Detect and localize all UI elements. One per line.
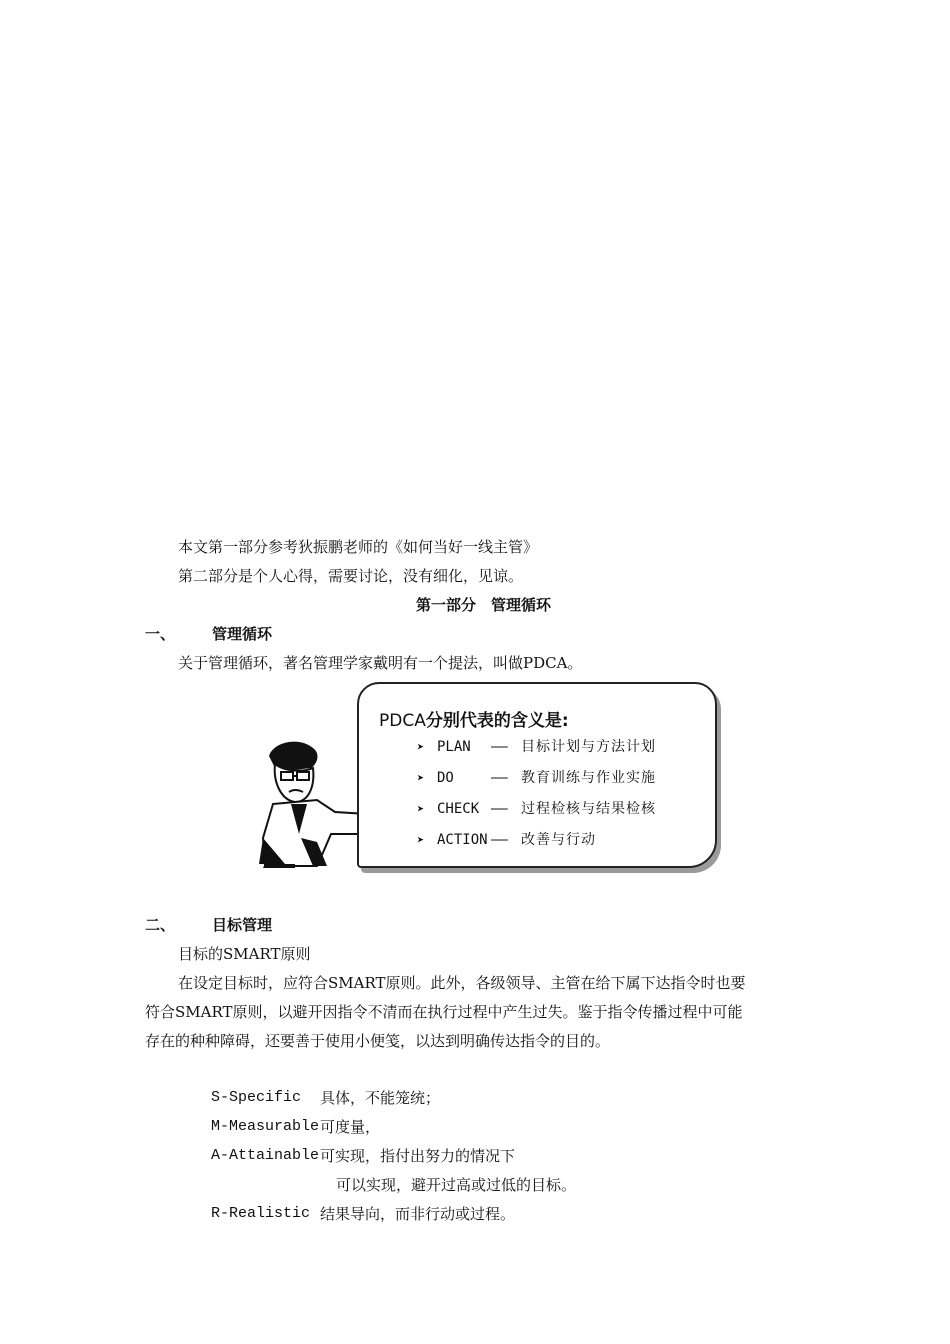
arrow-icon: ➤	[417, 740, 425, 754]
pdca-title	[379, 706, 569, 731]
section2-number: 二、	[145, 916, 176, 934]
smart-def-s: 具体，不能笼统；	[320, 1089, 441, 1107]
pdca-item-plan	[417, 736, 656, 756]
smart-def-r: 结果导向，而非行动或过程。	[320, 1205, 516, 1223]
pdca-meaning: 改善与行动	[521, 832, 596, 848]
smart-term-r: R-Realistic	[211, 1205, 311, 1222]
section2-para-line-2: 符合SMART原则，以避开因指令不清而在执行过程中产生过失。鉴于指令传播过程中可能	[145, 1003, 743, 1021]
section1-body: 关于管理循环，著名管理学家戴明有一个提法，叫做PDCA。	[178, 654, 583, 672]
arrow-icon: ➤	[417, 802, 425, 816]
pdca-meaning: 过程检核与结果检核	[521, 801, 656, 817]
pdca-dash: ——	[491, 739, 508, 755]
pdca-figure	[255, 682, 725, 874]
smart-def-m: 可度量，	[320, 1118, 381, 1136]
smart-term-s: S-Specific	[211, 1089, 302, 1106]
pdca-meaning: 教育训练与作业实施	[521, 770, 656, 786]
section1-heading: 管理循环	[212, 625, 273, 643]
smart-term-m: M-Measurable	[211, 1118, 320, 1135]
pdca-speech-bubble	[357, 682, 717, 868]
pdca-item-check	[417, 798, 656, 818]
pdca-title-rest: 分别代表的含义是:	[425, 711, 569, 731]
smart-term-a: A-Attainable	[211, 1147, 320, 1164]
section1-number: 一、	[145, 625, 176, 643]
section2-subheading: 目标的SMART原则	[178, 945, 311, 963]
smart-def-a-continued: 可以实现，避开过高或过低的目标。	[336, 1176, 577, 1194]
arrow-icon: ➤	[417, 771, 425, 785]
section2-para-line-1: 在设定目标时，应符合SMART原则。此外，各级领导、主管在给下属下达指令时也要	[178, 974, 746, 992]
pdca-term: PLAN	[437, 739, 471, 755]
pdca-item-action	[417, 829, 596, 849]
intro-line-2: 第二部分是个人心得，需要讨论，没有细化，见谅。	[178, 567, 524, 585]
pdca-dash: ——	[491, 770, 508, 786]
intro-line-1: 本文第一部分参考狄振鹏老师的《如何当好一线主管》	[178, 538, 539, 556]
section2-para-line-3: 存在的种种障碍，还要善于使用小便笺，以达到明确传达指令的目的。	[145, 1032, 611, 1050]
pdca-term: DO	[437, 770, 454, 786]
pdca-term: ACTION	[437, 832, 488, 848]
pdca-term: CHECK	[437, 801, 480, 817]
smart-def-a: 可实现，指付出努力的情况下	[320, 1147, 516, 1165]
section2-heading: 目标管理	[212, 916, 273, 934]
pdca-meaning: 目标计划与方法计划	[521, 739, 656, 755]
arrow-icon: ➤	[417, 833, 425, 847]
pdca-item-do	[417, 767, 656, 787]
part1-title: 第一部分 管理循环	[416, 596, 552, 614]
pdca-dash: ——	[491, 801, 508, 817]
pdca-title-prefix: PDCA	[379, 711, 426, 731]
pdca-dash: ——	[491, 832, 508, 848]
